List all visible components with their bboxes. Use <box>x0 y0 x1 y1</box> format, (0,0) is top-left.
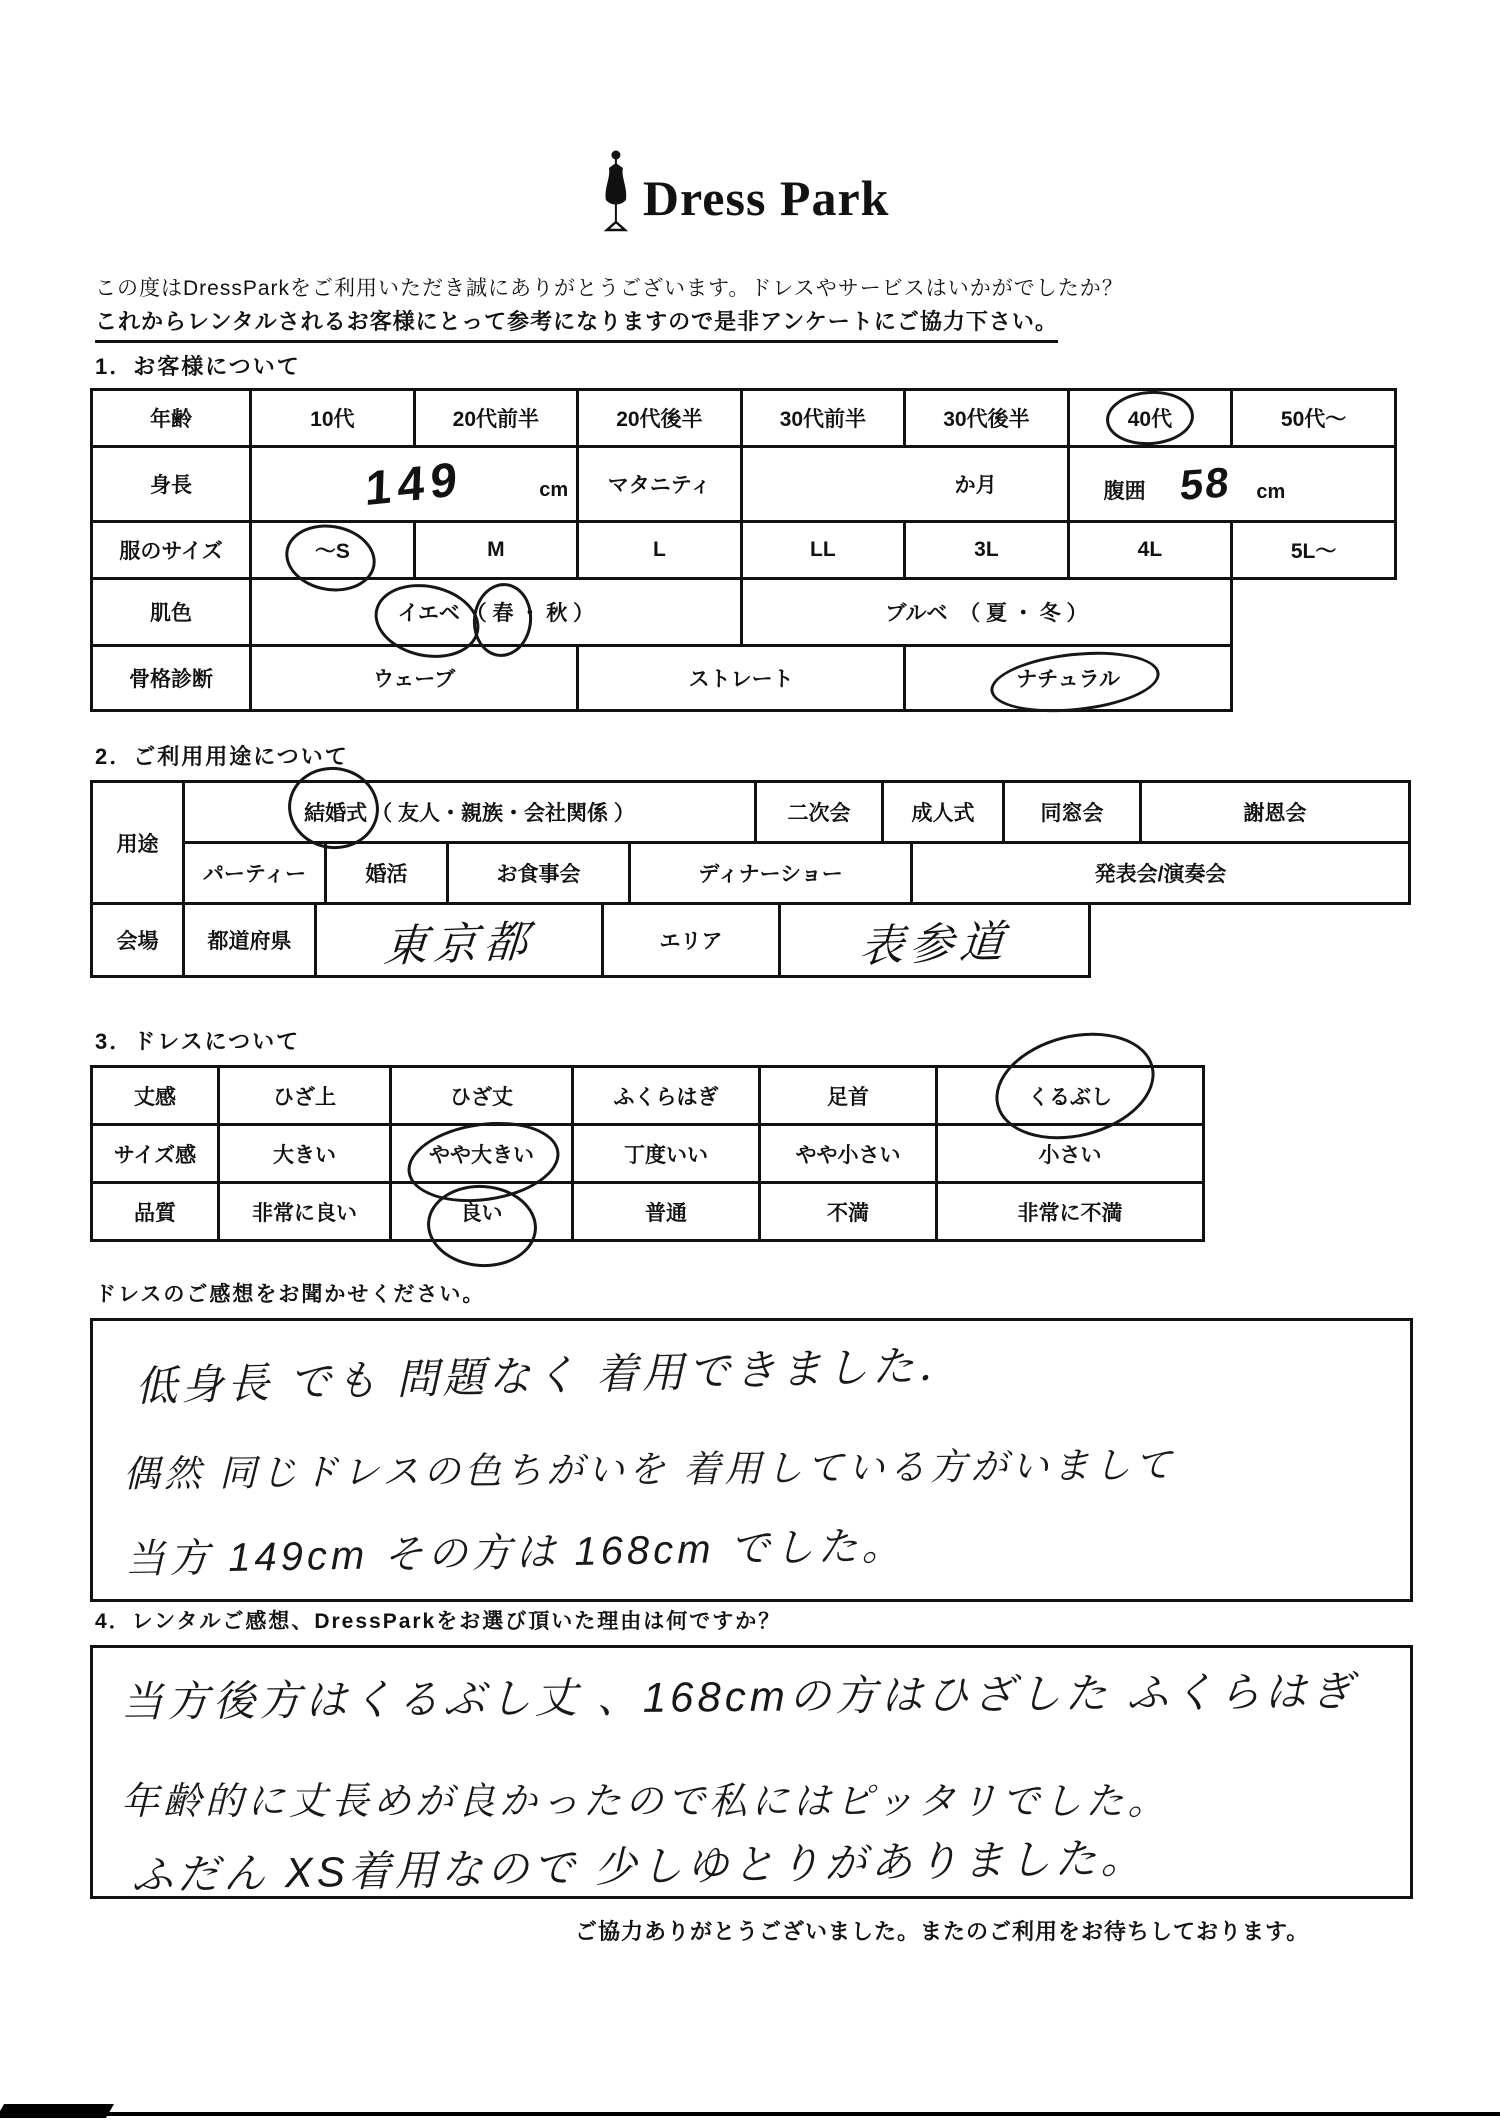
quality-label: 品質 <box>90 1181 220 1242</box>
skin-blue-seasons: （ 夏 ・ 冬 ） <box>959 602 1088 625</box>
purpose-konkatsu: 婚活 <box>324 841 449 905</box>
fit-slightly-large-label: やや大きい <box>429 1143 534 1167</box>
size-label: 服のサイズ <box>92 522 251 579</box>
quality-normal: 普通 <box>571 1181 761 1242</box>
fit-slightly-large <box>389 1123 574 1184</box>
logo-text: Dress Park <box>642 170 890 226</box>
age-option-20-late: 20代後半 <box>578 390 742 447</box>
closing-message: ご協力ありがとうございました。またのご利用をお待ちしております。 <box>575 1919 1310 1944</box>
height-value-cell <box>251 447 578 522</box>
purpose-party: パーティー <box>182 841 327 905</box>
size-option-s-label: 〜S <box>314 540 350 563</box>
purpose-recital: 発表会/演奏会 <box>910 841 1411 905</box>
age-option-10s: 10代 <box>251 390 415 447</box>
empty-region <box>1232 579 1396 646</box>
purpose-dinner-show: ディナーショー <box>628 841 913 905</box>
dress-table <box>90 1065 1205 1242</box>
dress-feedback-box <box>90 1318 1413 1602</box>
size-option-s <box>251 522 415 579</box>
age-option-50s: 50代〜 <box>1232 390 1396 447</box>
waist-handwritten-value: 58 <box>1178 458 1233 509</box>
fit-slightly-small: やや小さい <box>758 1123 938 1184</box>
height-label: 身長 <box>92 447 251 522</box>
purpose-thanks-party: 謝恩会 <box>1139 780 1411 844</box>
dress-mannequin-icon <box>599 150 633 237</box>
paren-open: （ <box>465 602 487 625</box>
height-row <box>92 447 1396 522</box>
fit-large: 大きい <box>217 1123 392 1184</box>
length-above-knee: ひざ上 <box>217 1065 392 1126</box>
handwritten-line: ふだん XS着用なので 少しゆとりがありました。 <box>130 1834 1147 1899</box>
handwritten-line: 偶然 同じドレスの色ちがいを 着用している方がいまして <box>122 1444 1176 1495</box>
handwritten-line: 低身長 でも 問題なく 着用できました． <box>134 1341 965 1410</box>
purpose-dinner: お食事会 <box>446 841 631 905</box>
height-unit: cm <box>539 479 569 501</box>
quality-very-good: 非常に良い <box>217 1181 392 1242</box>
skin-autumn-label: 秋 <box>546 602 568 625</box>
clothing-size-row <box>92 522 1396 579</box>
size-option-5l: 5L〜 <box>1232 522 1396 579</box>
skin-yellow-cell <box>251 579 742 646</box>
purpose-row-1 <box>182 780 1411 844</box>
size-option-ll: LL <box>741 522 905 579</box>
bone-option-straight: ストレート <box>578 646 905 711</box>
length-label: 丈感 <box>90 1065 220 1126</box>
purpose-coming-of-age: 成人式 <box>881 780 1005 844</box>
length-ankle: 足首 <box>758 1065 938 1126</box>
quality-good-label: 良い <box>460 1201 503 1225</box>
age-option-20-early: 20代前半 <box>414 390 578 447</box>
bone-option-wave: ウェーブ <box>251 646 578 711</box>
customer-table <box>90 388 1397 712</box>
waist-unit: cm <box>1256 481 1286 503</box>
dress-feedback-label: ドレスのご感想をお聞かせください。 <box>95 1283 486 1306</box>
maternity-label: マタニティ <box>578 447 742 522</box>
prefecture-label: 都道府県 <box>182 902 317 978</box>
skin-yellow-label: イエベ <box>397 602 460 625</box>
area-handwritten-value: 表参道 <box>857 917 1011 972</box>
size-option-l: L <box>578 522 742 579</box>
logo <box>599 150 890 237</box>
handwritten-line: 当方後方はくるぶし丈 、168cmの方はひざした ふくらはぎ <box>120 1667 1357 1726</box>
fit-small: 小さい <box>935 1123 1205 1184</box>
purpose-wedding-cell <box>182 780 757 844</box>
section1-title: 1．お客様について <box>95 354 301 379</box>
purpose-reunion: 同窓会 <box>1002 780 1142 844</box>
handwritten-line: 年齢的に丈長めが良かったので私にはピッタリでした。 <box>121 1781 1170 1823</box>
section3-title: 3．ドレスについて <box>95 1029 301 1054</box>
paren-close: ） <box>573 602 595 625</box>
skin-blue-cell <box>741 579 1232 646</box>
age-row <box>92 390 1396 447</box>
waist-cell <box>1068 447 1395 522</box>
separator-dot: ・ <box>519 602 541 625</box>
venue-row <box>90 902 1103 978</box>
length-knee: ひざ丈 <box>389 1065 574 1126</box>
section4-title: 4．レンタルご感想、DressParkをお選び頂いた理由は何ですか？ <box>95 1610 782 1633</box>
skin-spring-label: 春 <box>492 602 514 625</box>
age-option-30-late: 30代後半 <box>905 390 1069 447</box>
bone-label: 骨格診断 <box>92 646 251 711</box>
age-option-40s-label: 40代 <box>1127 408 1173 431</box>
quality-good <box>389 1181 574 1242</box>
waist-label: 腹囲 <box>1103 480 1146 503</box>
quality-very-unsatisfied: 非常に不満 <box>935 1181 1205 1242</box>
scan-artifact-line <box>0 2112 1500 2116</box>
bone-option-natural-label: ナチュラル <box>1016 668 1121 691</box>
size-option-3l: 3L <box>905 522 1069 579</box>
selection-circle-mark <box>424 1181 539 1270</box>
prefecture-value-cell <box>314 902 604 978</box>
length-calf: ふくらはぎ <box>571 1065 761 1126</box>
purpose-wedding-label: 結婚式 <box>304 802 368 825</box>
purpose-label: 用途 <box>90 780 185 905</box>
bone-option-natural <box>905 646 1232 711</box>
purpose-wedding-detail: （ 友人・親族・会社関係 ） <box>371 802 635 825</box>
skin-blue-label: ブルベ <box>885 602 948 625</box>
area-value-cell <box>778 902 1091 978</box>
skin-tone-row <box>92 579 1396 646</box>
age-label: 年齢 <box>92 390 251 447</box>
fit-just-right: 丁度いい <box>571 1123 761 1184</box>
handwritten-line: 当方 149cm その方は 168cm でした。 <box>124 1524 906 1582</box>
bone-structure-row <box>92 646 1396 711</box>
purpose-row-2 <box>182 841 1411 905</box>
intro-line1: この度はDressParkをご利用いただき誠にありがとうございます。ドレスやサービスはいかがでしたか？ <box>95 277 1124 300</box>
purpose-afterparty: 二次会 <box>754 780 884 844</box>
size-option-4l: 4L <box>1068 522 1232 579</box>
section2-title: 2．ご利用用途について <box>95 744 349 769</box>
intro-line2: これからレンタルされるお客様にとって参考になりますので是非アンケートにご協力下さい。 <box>95 305 1058 343</box>
area-label: エリア <box>601 902 781 978</box>
quality-unsatisfied: 不満 <box>758 1181 938 1242</box>
prefecture-handwritten-value: 東京都 <box>382 917 536 972</box>
age-option-40s <box>1068 390 1232 447</box>
months-cell: か月 <box>741 447 1068 522</box>
height-handwritten-value: 149 <box>364 452 464 516</box>
venue-label: 会場 <box>90 902 185 978</box>
empty-region <box>1232 646 1396 711</box>
fit-label: サイズ感 <box>90 1123 220 1184</box>
fit-row <box>90 1123 1205 1184</box>
age-option-30-early: 30代前半 <box>741 390 905 447</box>
usage-table <box>90 780 1411 978</box>
length-row <box>90 1065 1205 1126</box>
skin-label: 肌色 <box>92 579 251 646</box>
length-anklebone-label: くるぶし <box>1028 1085 1112 1109</box>
size-option-m: M <box>414 522 578 579</box>
length-anklebone <box>935 1065 1205 1126</box>
rental-feedback-box <box>90 1645 1413 1899</box>
quality-row <box>90 1181 1205 1242</box>
